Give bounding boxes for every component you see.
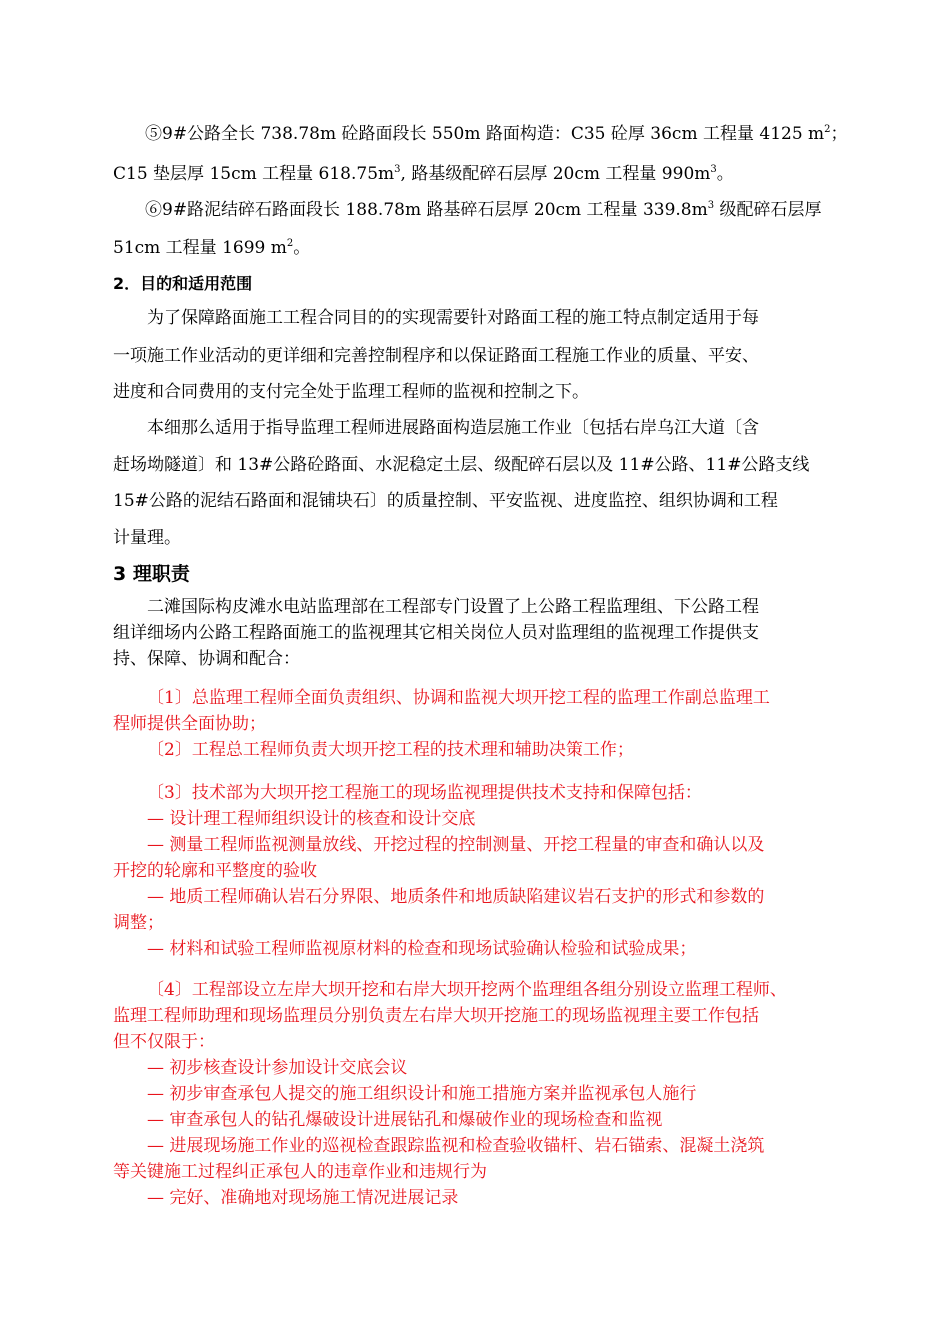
section2-para2-line3: 15#公路的泥结石路面和混铺块石〕的质量控制、平安监视、进度监控、组织协调和工程 bbox=[113, 491, 778, 511]
item3-line6: 调整； bbox=[113, 913, 164, 933]
section2-para1-line1: 为了保障路面施工工程合同目的的实现需要针对路面工程的施工特点制定适用于每 bbox=[147, 308, 759, 328]
item4-line6: — 审查承包人的钻孔爆破设计进展钻孔和爆破作业的现场检查和监视 bbox=[147, 1110, 663, 1130]
item4-line9: — 完好、准确地对现场施工情况进展记录 bbox=[147, 1188, 459, 1208]
section3-intro-line2: 组详细场内公路工程路面施工的监视理其它相关岗位人员对监理组的监视理工作提供支 bbox=[113, 623, 759, 643]
item3-line3: — 测量工程师监视测量放线、开挖过程的控制测量、开挖工程量的审查和确认以及 bbox=[147, 835, 765, 855]
section2-para2-line4: 计量理。 bbox=[113, 528, 181, 548]
item4-line5: — 初步审查承包人提交的施工组织设计和施工措施方案并监视承包人施行 bbox=[147, 1084, 697, 1104]
para6-line2: 51cm 工程量 1699 $m^2$。 bbox=[113, 238, 311, 258]
section3-heading: 3 理职责 bbox=[113, 563, 190, 585]
item4-line3: 但不仅限于： bbox=[113, 1032, 215, 1052]
item4-line2: 监理工程师助理和现场监理员分别负责左右岸大坝开挖施工的现场监视理主要工作包括 bbox=[113, 1006, 759, 1026]
section2-para2-line2: 赶场坳隧道〕和 13#公路砼路面、水泥稳定土层、级配碎石层以及 11#公路、11#公路支线 bbox=[113, 455, 810, 475]
section2-para2-line1: 本细那么适用于指导监理工程师进展路面构造层施工作业〔包括右岸乌江大道〔含 bbox=[147, 418, 759, 438]
section3-intro-line1: 二滩国际构皮滩水电站监理部在工程部专门设置了上公路工程监理组、下公路工程 bbox=[147, 597, 759, 617]
item3-line4: 开挖的轮廓和平整度的验收 bbox=[113, 861, 317, 881]
item4-line8: 等关键施工过程纠正承包人的违章作业和违规行为 bbox=[113, 1162, 487, 1182]
item2-line1: 〔2〕工程总工程师负责大坝开挖工程的技术理和辅助决策工作； bbox=[147, 740, 634, 760]
para5-line2: C15 垫层厚 15cm 工程量 $618.75m^3$, 路基级配碎石层厚 20cm 工程量 $990m^3$。 bbox=[113, 164, 734, 184]
item4-line7: — 进展现场施工作业的巡视检查跟踪监视和检查验收锚杆、岩石锚索、混凝土浇筑 bbox=[147, 1136, 765, 1156]
section2-heading: 2．目的和适用范围 bbox=[113, 274, 253, 293]
item1-line1: 〔1〕总监理工程师全面负责组织、协调和监视大坝开挖工程的监理工作副总监理工 bbox=[147, 688, 770, 708]
item3-line5: — 地质工程师确认岩石分界限、地质条件和地质缺陷建议岩石支护的形式和参数的 bbox=[147, 887, 765, 907]
section3-intro-line3: 持、保障、协调和配合： bbox=[113, 649, 300, 669]
section2-para1-line2: 一项施工作业活动的更详细和完善控制程序和以保证路面工程施工作业的质量、平安、 bbox=[113, 346, 759, 366]
item3-line1: 〔3〕技术部为大坝开挖工程施工的现场监视理提供技术支持和保障包括： bbox=[147, 783, 702, 803]
item4-line1: 〔4〕工程部设立左岸大坝开挖和右岸大坝开挖两个监理组各组分别设立监理工程师、 bbox=[147, 980, 787, 1000]
item1-line2: 程师提供全面协助； bbox=[113, 714, 266, 734]
item4-line4: — 初步核查设计参加设计交底会议 bbox=[147, 1058, 408, 1078]
para5-line1: ⑤9#公路全长 738.78m 砼路面段长 550m 路面构造：C35 砼厚 36cm 工程量 4125 $m^2$； bbox=[145, 124, 848, 144]
para6-line1: ⑥9#路泥结碎石路面段长 188.78m 路基碎石层厚 20cm 工程量 $339.8m^3$ 级配碎石层厚 bbox=[145, 200, 822, 220]
item3-line2: — 设计理工程师组织设计的核查和设计交底 bbox=[147, 809, 476, 829]
section2-para1-line3: 进度和合同费用的支付完全处于监理工程师的监视和控制之下。 bbox=[113, 382, 589, 402]
item3-line7: — 材料和试验工程师监视原材料的检查和现场试验确认检验和试验成果； bbox=[147, 939, 697, 959]
